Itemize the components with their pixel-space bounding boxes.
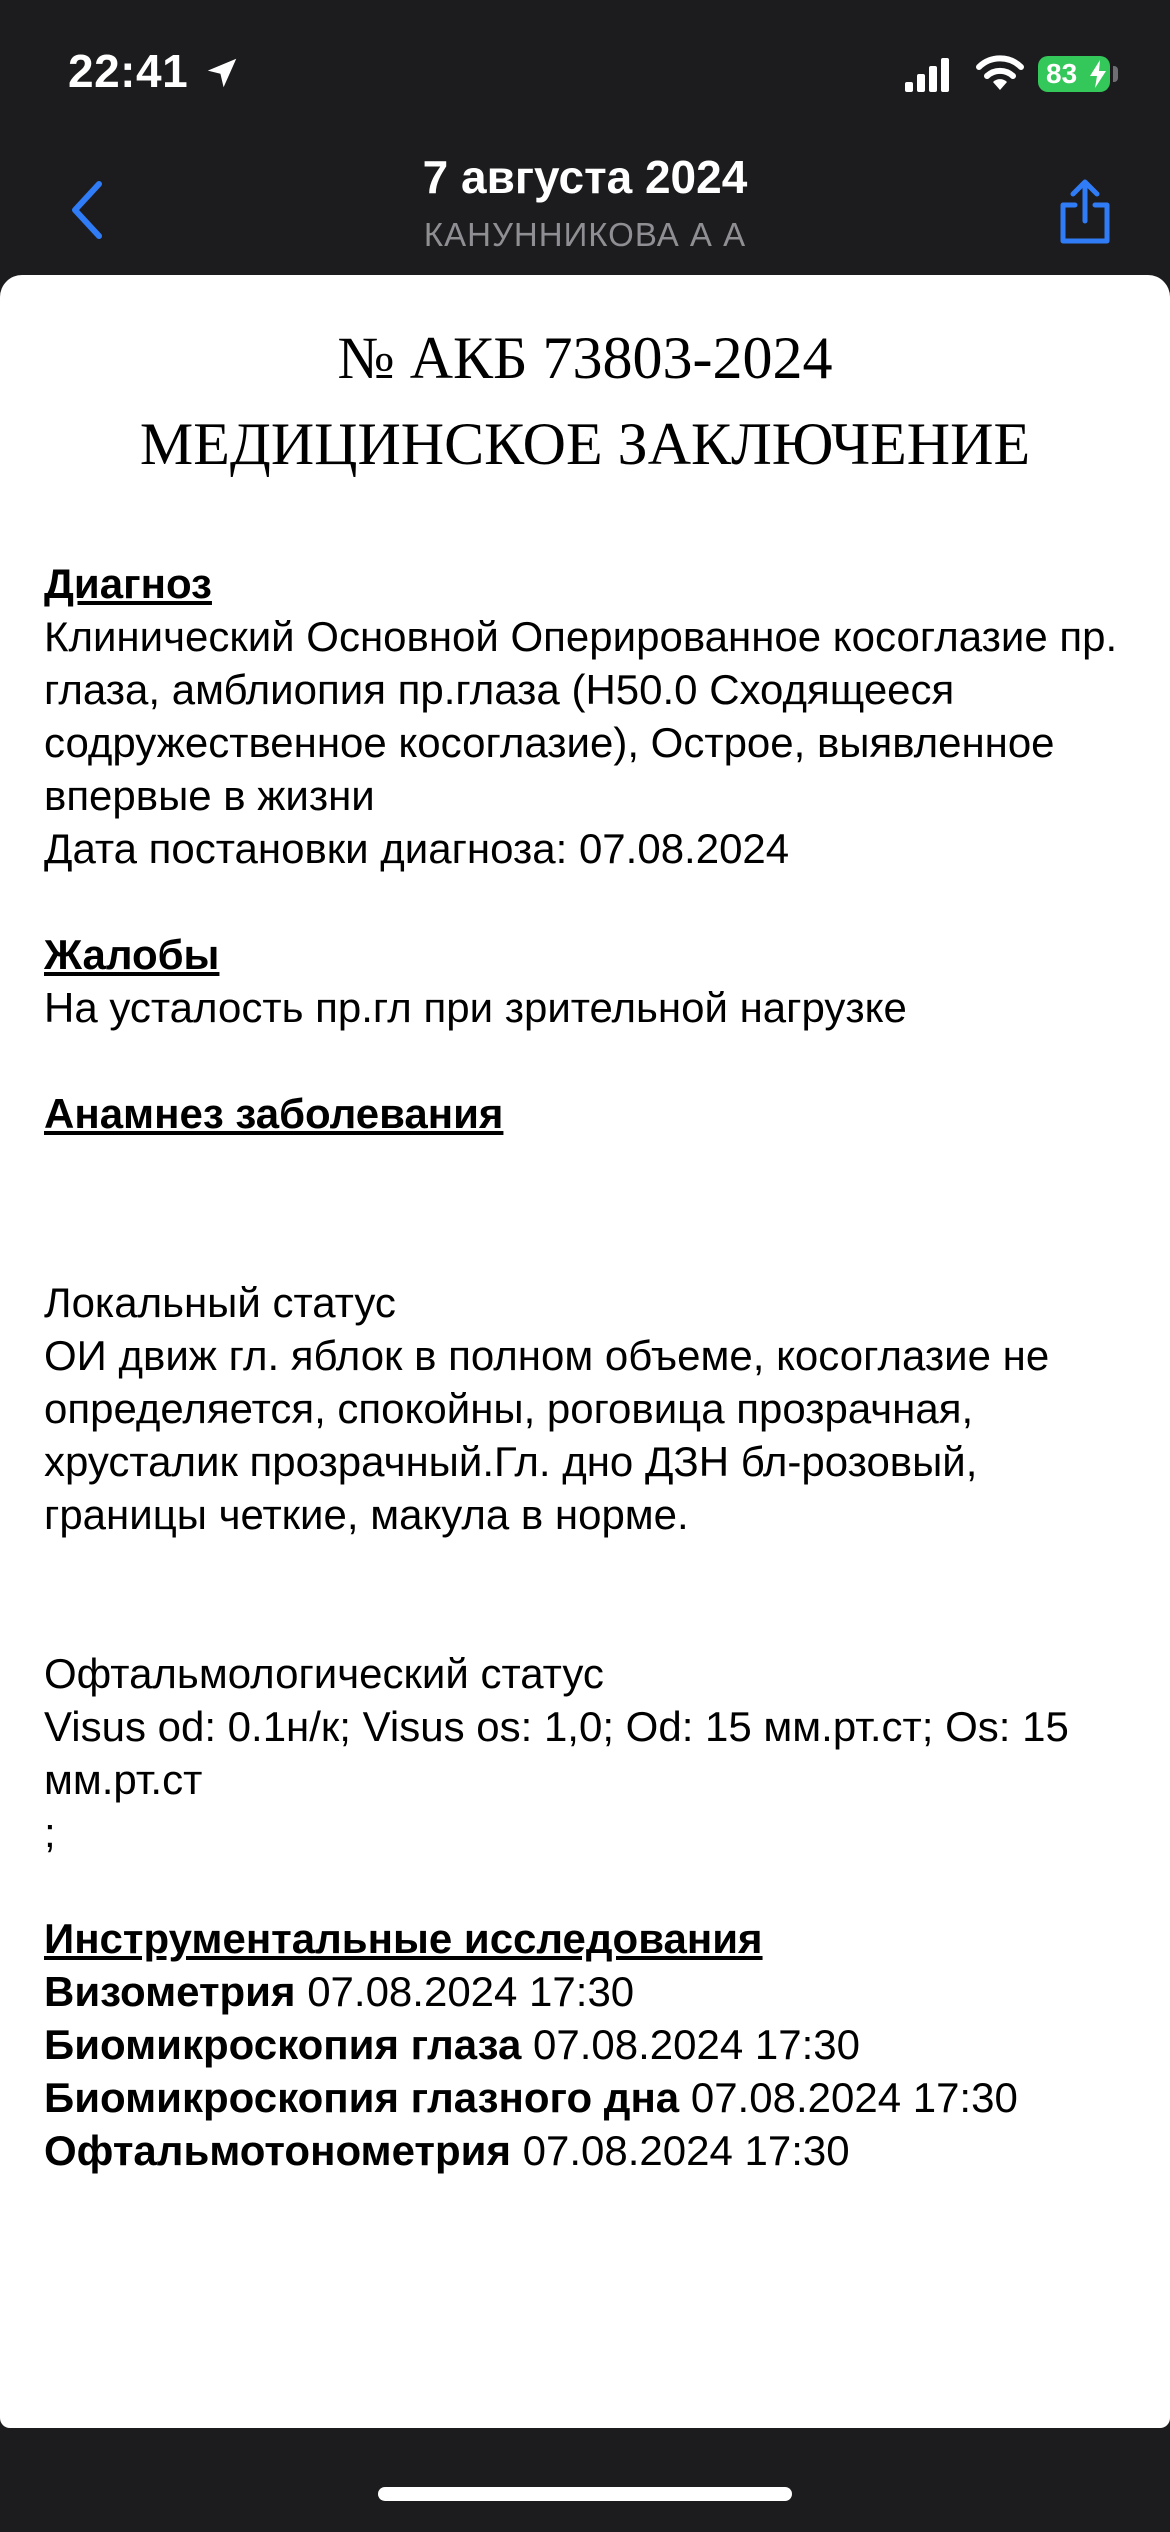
instrumental-item-datetime: 07.08.2024 17:30 bbox=[532, 2021, 860, 2068]
instrumental-item-name: Биомикроскопия глаза bbox=[44, 2021, 522, 2068]
navigation-bar bbox=[0, 140, 1170, 275]
diagnosis-date: Дата постановки диагноза: 07.08.2024 bbox=[44, 825, 790, 872]
instrumental-item bbox=[44, 1965, 1126, 2018]
ophthalmic-status-label: Офтальмологический статус bbox=[44, 1650, 604, 1697]
anamnesis-heading: Анамнез заболевания bbox=[44, 1090, 504, 1137]
document-number: № АКБ 73803-2024 bbox=[337, 325, 833, 391]
status-bar bbox=[0, 0, 1170, 140]
nav-title: 7 августа 2024 bbox=[422, 151, 748, 203]
local-status-text: ОИ движ гл. яблок в полном объеме, косоглазие не определяется, спокойны, роговица прозрачная, хрусталик прозрачный.Гл. дно ДЗН бл-розовый, границы четкие, макула в норме. bbox=[44, 1332, 1050, 1538]
instrumental-item-datetime: 07.08.2024 17:30 bbox=[307, 1968, 635, 2015]
battery-cap bbox=[1113, 66, 1118, 82]
share-button[interactable] bbox=[1050, 170, 1120, 254]
battery-indicator bbox=[1038, 56, 1110, 92]
instrumental-item bbox=[44, 2124, 1126, 2177]
home-indicator[interactable] bbox=[378, 2487, 792, 2501]
complaints-heading: Жалобы bbox=[44, 931, 220, 978]
complaints-text: На усталость пр.гл при зрительной нагрузке bbox=[44, 984, 907, 1031]
nav-subtitle: КАНУННИКОВА А А bbox=[423, 216, 747, 253]
document-body bbox=[44, 557, 1126, 2177]
instrumental-item-name: Биомикроскопия глазного дна bbox=[44, 2074, 680, 2121]
instrumental-heading: Инструментальные исследования bbox=[44, 1915, 763, 1962]
instrumental-item bbox=[44, 2018, 1126, 2071]
ophthalmic-status-trailing: ; bbox=[44, 1809, 56, 1856]
instrumental-item bbox=[44, 2071, 1126, 2124]
share-icon bbox=[1057, 179, 1113, 245]
diagnosis-text: Клинический Основной Оперированное косоглазие пр. глаза, амблиопия пр.глаза (H50.0 Сходящееся содружественное косоглазие), Острое, выявленное впервые в жизни bbox=[44, 613, 1118, 819]
local-status-label: Локальный статус bbox=[44, 1279, 396, 1326]
instrumental-item-name: Визометрия bbox=[44, 1968, 296, 2015]
instrumental-item-datetime: 07.08.2024 17:30 bbox=[522, 2127, 850, 2174]
ophthalmic-status-text: Visus od: 0.1н/к; Visus os: 1,0; Od: 15 мм.рт.ст; Os: 15 мм.рт.ст bbox=[44, 1703, 1069, 1803]
battery-level: 83 bbox=[1046, 58, 1078, 89]
back-button[interactable] bbox=[52, 170, 122, 250]
chevron-left-icon bbox=[67, 180, 107, 240]
location-arrow-icon bbox=[203, 54, 241, 92]
wifi-icon bbox=[975, 54, 1025, 92]
charging-bolt-icon bbox=[1088, 60, 1108, 88]
medical-document bbox=[0, 275, 1170, 2428]
instrumental-item-name: Офтальмотонометрия bbox=[44, 2127, 511, 2174]
diagnosis-heading: Диагноз bbox=[44, 560, 212, 607]
cellular-signal-icon bbox=[905, 58, 951, 94]
status-time: 22:41 bbox=[68, 45, 189, 97]
instrumental-item-datetime: 07.08.2024 17:30 bbox=[690, 2074, 1018, 2121]
document-title: МЕДИЦИНСКОЕ ЗАКЛЮЧЕНИЕ bbox=[139, 411, 1031, 477]
